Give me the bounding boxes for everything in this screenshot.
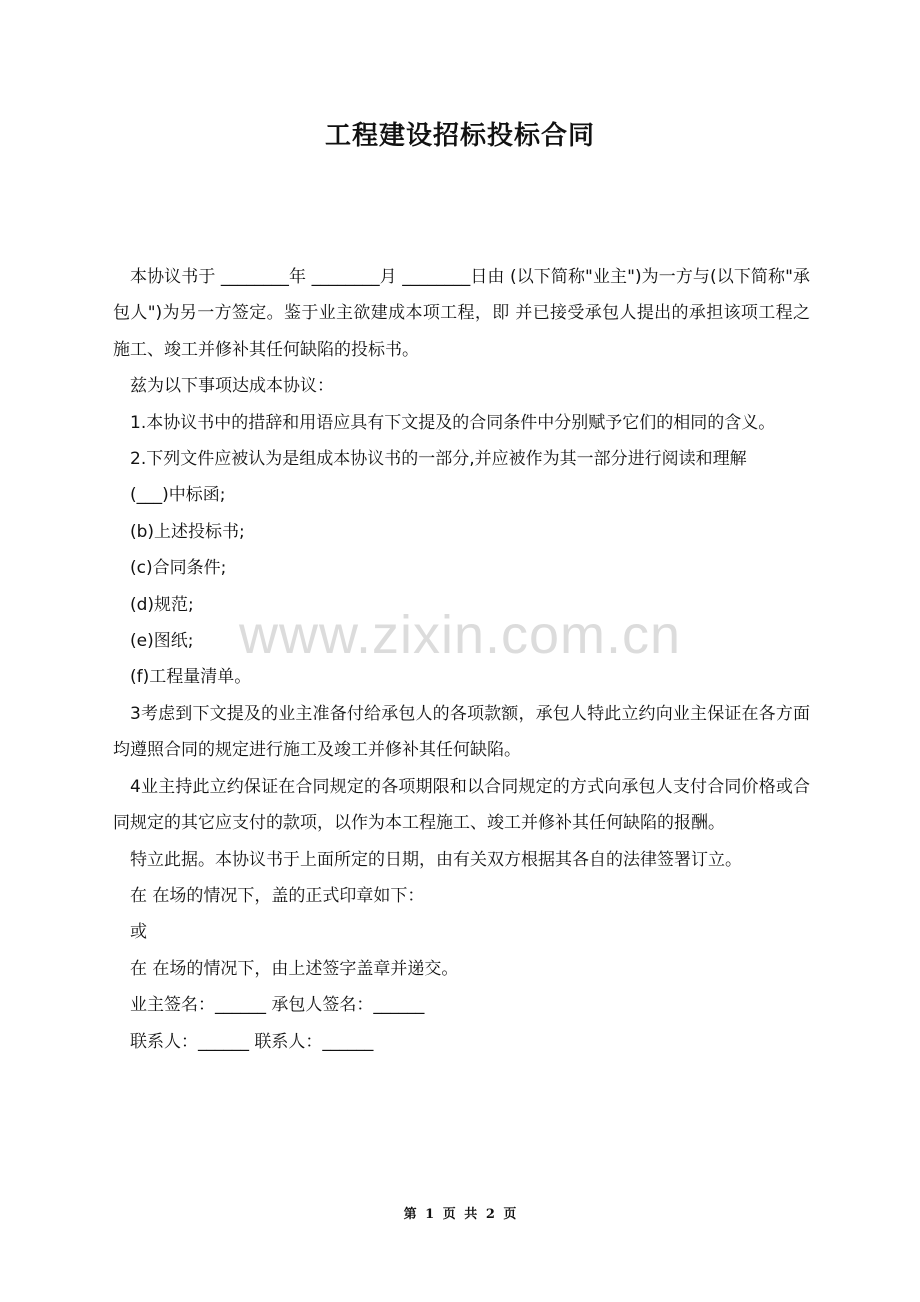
list-item-drawings: (e)图纸; bbox=[130, 631, 194, 652]
paragraph-clause-2: 2.下列文件应被认为是组成本协议书的一部分,并应被作为其一部分进行阅读和理解 bbox=[130, 449, 747, 470]
footer-label-gong: 共 bbox=[464, 1207, 478, 1222]
paragraph-delivery: 在 在场的情况下，由上述签字盖章并递交。 bbox=[130, 958, 459, 979]
footer-page-total: 2 bbox=[485, 1207, 495, 1222]
paragraph-agreement-intro: 本协议书于 ________年 ________月 ________日由 (以下简称"业主")为一方与(以下简称"承包人")为另一方签定。鉴于业主欲建成本项工程，即 并已接受承包人提出的承担该项工程之施工、竣工并修补其任何缺陷的投标书。 bbox=[113, 267, 810, 360]
signature-line: 业主签名：______ 承包人签名：______ bbox=[130, 995, 425, 1016]
contact-line: 联系人：______ 联系人：______ bbox=[130, 1031, 374, 1052]
list-item-bill-of-quantities: (f)工程量清单。 bbox=[130, 667, 252, 688]
list-item-award-letter: (___)中标函; bbox=[130, 485, 226, 506]
watermark: www.zixin.com.cn bbox=[238, 605, 682, 665]
paragraph-seal: 在 在场的情况下，盖的正式印章如下： bbox=[130, 885, 425, 906]
footer-label-di: 第 bbox=[403, 1207, 417, 1222]
paragraph-clause-4: 4业主持此立约保证在合同规定的各项期限和以合同规定的方式向承包人支付合同价格或合同规定的其它应支付的款项，以作为本工程施工、竣工并修补其任何缺陷的报酬。 bbox=[113, 776, 810, 834]
paragraph-clause-3: 3考虑到下文提及的业主准备付给承包人的各项款额，承包人特此立约向业主保证在各方面均遵照合同的规定进行施工及竣工并修补其任何缺陷。 bbox=[113, 703, 810, 761]
footer-label-ye-2: 页 bbox=[503, 1207, 517, 1222]
footer-page-current: 1 bbox=[425, 1207, 435, 1222]
document-title: 工程建设招标投标合同 bbox=[324, 121, 595, 151]
list-item-tender: (b)上述投标书; bbox=[130, 521, 245, 542]
list-item-specifications: (d)规范; bbox=[130, 594, 194, 615]
paragraph-or: 或 bbox=[130, 922, 147, 943]
paragraph-agreed-matters: 兹为以下事项达成本协议： bbox=[130, 376, 334, 397]
footer-label-ye: 页 bbox=[442, 1207, 456, 1222]
page-footer bbox=[0, 1205, 920, 1225]
paragraph-clause-1: 1.本协议书中的措辞和用语应具有下文提及的合同条件中分别赋予它们的相同的含义。 bbox=[130, 412, 776, 433]
paragraph-witness: 特立此据。本协议书于上面所定的日期，由有关双方根据其各自的法律签署订立。 bbox=[130, 849, 742, 870]
list-item-contract-conditions: (c)合同条件; bbox=[130, 558, 227, 579]
